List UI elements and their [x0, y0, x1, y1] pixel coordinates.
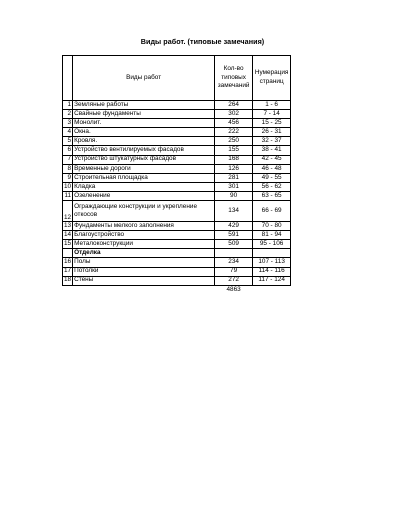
row-work-type: Металоконструкции [73, 240, 215, 249]
table-row [63, 240, 291, 249]
row-count: 302 [215, 110, 253, 119]
header-work-type: Виды работ [73, 56, 215, 101]
table-row [63, 146, 291, 155]
row-number: 12 [63, 201, 73, 222]
row-number: 1 [63, 101, 73, 110]
row-pages: 26 - 31 [253, 128, 291, 137]
row-pages: 38 - 41 [253, 146, 291, 155]
section-number [63, 249, 73, 258]
row-work-type: Кладка [73, 182, 215, 191]
table-row [63, 276, 291, 285]
row-number: 4 [63, 128, 73, 137]
row-count: 281 [215, 173, 253, 182]
header-pages: Нумерация страниц [253, 56, 291, 101]
row-work-type: Фундаменты мелкого заполнения [73, 222, 215, 231]
row-number: 7 [63, 155, 73, 164]
row-count: 155 [215, 146, 253, 155]
row-pages: 7 - 14 [253, 110, 291, 119]
row-work-type: Устройство вентилируемых фасадов [73, 146, 215, 155]
row-pages: 42 - 45 [253, 155, 291, 164]
table-row [63, 110, 291, 119]
table-row [63, 101, 291, 110]
table-row [63, 119, 291, 128]
row-count: 134 [215, 201, 253, 222]
table-row [63, 201, 291, 222]
row-number: 17 [64, 267, 72, 275]
table-row [63, 258, 291, 267]
total-count: 4863 [226, 285, 241, 293]
row-count: 234 [215, 258, 253, 267]
row-count: 222 [215, 128, 253, 137]
row-number: 5 [63, 137, 73, 146]
row-work-type: Кровля. [73, 137, 215, 146]
row-number: 16 [64, 258, 72, 266]
table-header-row [63, 56, 291, 101]
row-pages: 107 - 113 [253, 258, 291, 267]
row-pages: 32 - 37 [253, 137, 291, 146]
table-row [63, 222, 291, 231]
row-work-type: Потолки [73, 267, 215, 276]
row-count: 79 [215, 267, 253, 276]
row-number: 6 [63, 146, 73, 155]
row-pages: 63 - 65 [253, 191, 291, 200]
row-number: 9 [63, 173, 73, 182]
row-work-type: Монолит. [73, 119, 215, 128]
row-number: 18 [64, 276, 72, 284]
table-row [63, 231, 291, 240]
total-row [63, 285, 291, 293]
section-pages [253, 249, 291, 258]
row-count: 509 [215, 240, 253, 249]
table-row [63, 173, 291, 182]
row-count: 429 [215, 222, 253, 231]
row-number: 13 [64, 221, 72, 229]
row-pages: 15 - 25 [253, 119, 291, 128]
row-count: 264 [215, 101, 253, 110]
row-work-type: Строительная площадка [73, 173, 215, 182]
row-pages: 70 - 80 [253, 222, 291, 231]
row-count: 272 [215, 276, 253, 285]
row-pages: 117 - 124 [253, 276, 291, 285]
total-spacer-pages [253, 285, 291, 293]
row-work-type: Озеленение [73, 191, 215, 200]
row-pages: 56 - 62 [253, 182, 291, 191]
row-number: 10 [64, 182, 72, 190]
total-spacer-num [63, 285, 73, 293]
row-number: 8 [63, 164, 73, 173]
table-row [63, 164, 291, 173]
page-title: Виды работ. (типовые замечания) [140, 37, 265, 46]
section-row [63, 249, 291, 258]
row-work-type: Свайные фундаменты [73, 110, 215, 119]
table-row [63, 155, 291, 164]
row-count: 250 [215, 137, 253, 146]
row-work-type: Устройство штукатурных фасадов [73, 155, 215, 164]
row-count: 301 [215, 182, 253, 191]
row-pages: 1 - 6 [253, 101, 291, 110]
row-count: 90 [215, 191, 253, 200]
row-number: 14 [64, 230, 72, 238]
row-count: 456 [215, 119, 253, 128]
row-pages: 66 - 69 [253, 201, 291, 222]
header-number [63, 56, 73, 101]
table-row [63, 191, 291, 200]
table-row [63, 182, 291, 191]
section-label: Отделка [73, 249, 215, 258]
row-work-type: Окна. [73, 128, 215, 137]
row-count: 591 [215, 231, 253, 240]
total-spacer-name [73, 285, 215, 293]
row-pages: 81 - 94 [253, 231, 291, 240]
row-pages: 46 - 48 [253, 164, 291, 173]
section-count [215, 249, 253, 258]
row-work-type: Полы [73, 258, 215, 267]
row-pages: 49 - 55 [253, 173, 291, 182]
row-pages: 95 - 106 [253, 240, 291, 249]
row-work-type: Ограждающие конструкции и укрепление откосов [73, 201, 215, 222]
row-pages: 114 - 116 [253, 267, 291, 276]
row-work-type: Стены [73, 276, 215, 285]
row-count: 168 [215, 155, 253, 164]
row-number: 11 [64, 191, 72, 199]
header-count: Кол-во типовых замечаний [215, 56, 253, 101]
table-row [63, 137, 291, 146]
row-work-type: Земляные работы [73, 101, 215, 110]
table-row [63, 267, 291, 276]
row-count: 126 [215, 164, 253, 173]
row-number: 3 [63, 119, 73, 128]
works-table [62, 55, 291, 293]
row-number: 15 [64, 240, 72, 248]
row-number: 2 [63, 110, 73, 119]
table-row [63, 128, 291, 137]
row-work-type: Временные дороги [73, 164, 215, 173]
row-work-type: Благоустройство [73, 231, 215, 240]
